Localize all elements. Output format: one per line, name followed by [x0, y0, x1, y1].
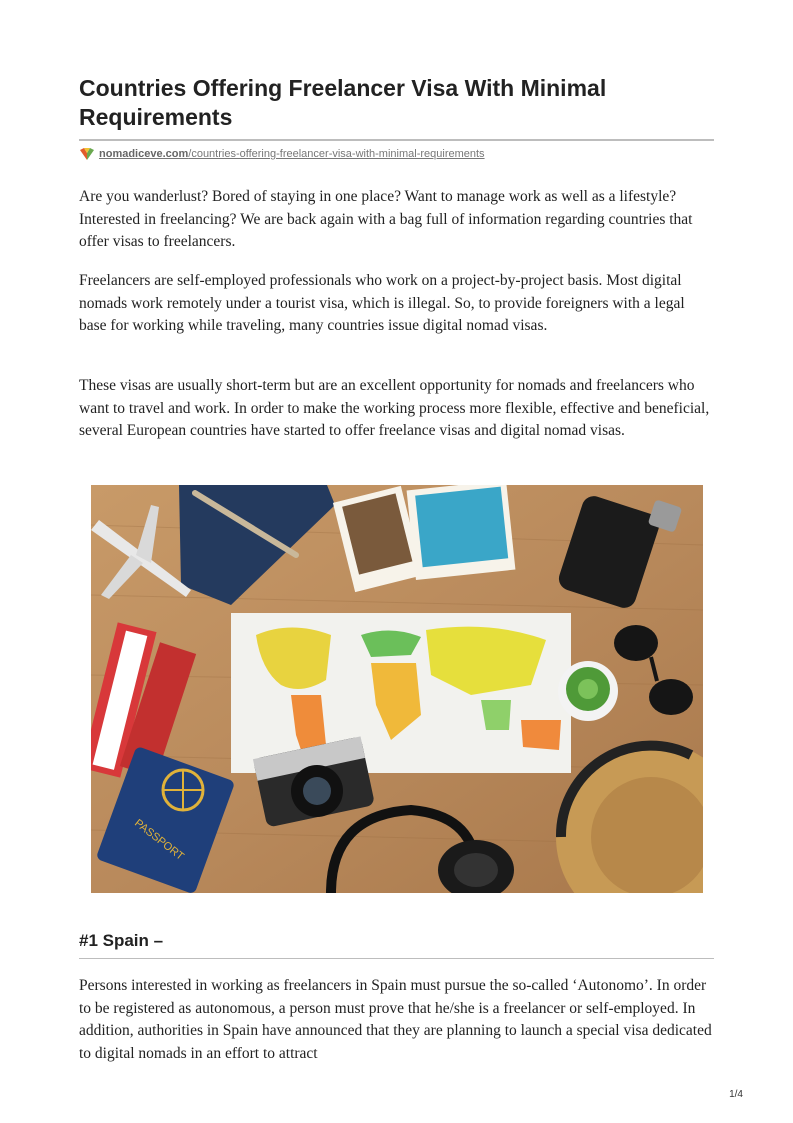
travel-flatlay-image — [91, 485, 703, 893]
source-link[interactable] — [99, 148, 485, 160]
section-paragraph-spain: Persons interested in working as freelancers in Spain must pursue the so-called ‘Autonomo’. In order to be registered as autonomous, a person must prove that he/she is a freelancer or self-employed. In addition, authorities in Spain have announced that they are planning to launch a special visa dedicated to digital nomads in an effort to attract — [79, 977, 712, 1062]
title-divider — [79, 139, 714, 141]
succulent-plant-icon — [558, 661, 618, 721]
site-logo-icon — [79, 147, 95, 161]
intro-paragraph-3: These visas are usually short-term but are an excellent opportunity for nomads and freelancers who want to travel and work. In order to make the working process more flexible, effective and beneficial, several European countries have started to offer freelance visas and digital nomad visas. — [79, 377, 710, 439]
section-divider — [79, 958, 714, 959]
section-heading-spain: #1 Spain – — [79, 931, 164, 950]
source-line — [79, 146, 485, 162]
intro-paragraph-2: Freelancers are self-employed professionals who work on a project-by-project basis. Most digital nomads work remotely under a tourist visa, which is illegal. So, to provide foreigners with a legal base for working while traveling, many countries issue digital nomad visas. — [79, 272, 685, 334]
article-title: Countries Offering Freelancer Visa With Minimal Requirements — [79, 75, 607, 130]
world-map-icon — [231, 613, 571, 773]
source-path: /countries-offering-freelancer-visa-with-minimal-requirements — [188, 148, 485, 160]
intro-paragraph-1: Are you wanderlust? Bored of staying in one place? Want to manage work as well as a lifestyle? Interested in freelancing? We are back again with a bag full of information regarding countries that offer visas to freelancers. — [79, 188, 693, 250]
page-number: 1/4 — [729, 1089, 743, 1100]
passport-label: PASSPORT — [132, 817, 186, 863]
source-domain: nomadiceve.com — [99, 148, 189, 160]
